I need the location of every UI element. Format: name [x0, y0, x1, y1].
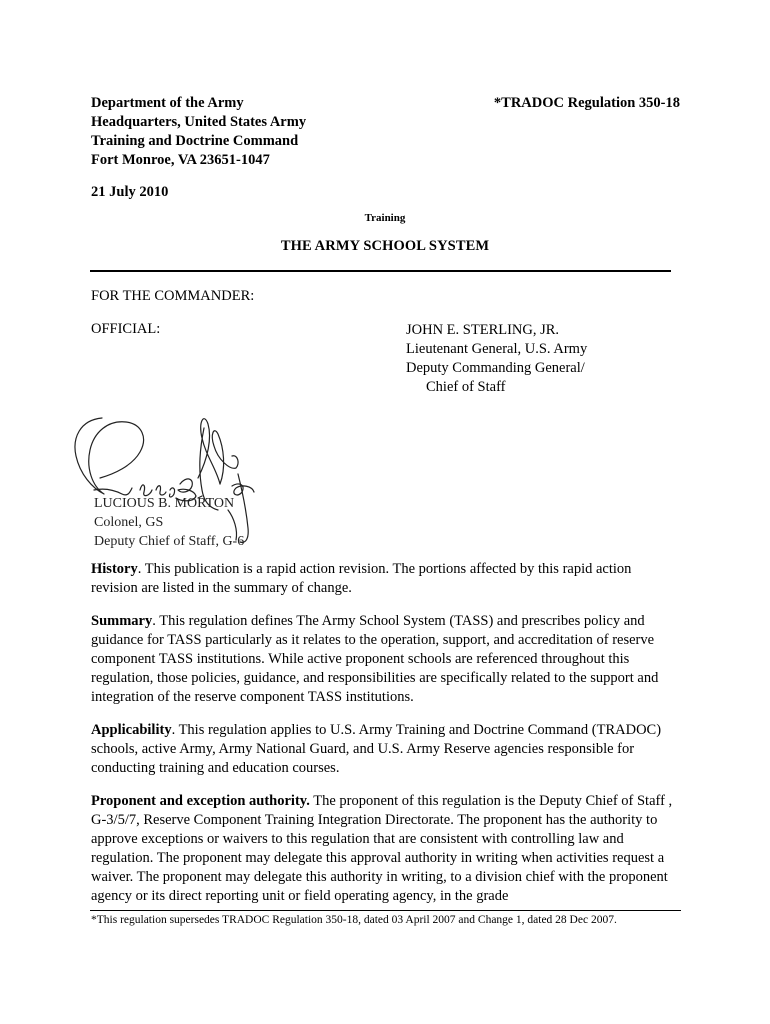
- official-title: Deputy Chief of Staff, G-6: [94, 534, 245, 549]
- title-divider: [90, 270, 671, 272]
- for-commander-label: FOR THE COMMANDER:: [91, 288, 255, 304]
- publication-date: 21 July 2010: [91, 184, 169, 200]
- org-line: Fort Monroe, VA 23651-1047: [91, 152, 270, 168]
- official-label: OFFICIAL:: [91, 321, 161, 337]
- applicability-text: . This regulation applies to U.S. Army Training and Doctrine Command (TRADOC) schools, active Army, Army National Guard, and U.S. Army Reserve agencies responsible for conducting training and education courses.: [91, 722, 662, 776]
- applicability-paragraph: [91, 721, 681, 778]
- subject-heading: Training: [364, 212, 406, 224]
- history-heading: History: [91, 561, 138, 577]
- org-line: Department of the Army: [91, 95, 244, 111]
- signer-title-continued: Chief of Staff: [426, 379, 506, 395]
- applicability-heading: Applicability: [91, 722, 172, 738]
- summary-paragraph: [91, 612, 681, 707]
- issuing-organization: [91, 94, 306, 170]
- document-title: THE ARMY SCHOOL SYSTEM: [280, 238, 490, 254]
- proponent-heading: Proponent and exception authority.: [91, 793, 310, 809]
- official-signature-block: [94, 494, 244, 551]
- summary-heading: Summary: [91, 613, 153, 629]
- summary-text: . This regulation defines The Army School System (TASS) and prescribes policy and guidance for TASS particularly as it relates to the operation, support, and accreditation of reserve component TASS institutions. While active proponent schools are referenced throughout this regulation, those policies, guidance, and responsibilities are specifically related to the support and integration of the reserve component TASS institutions.: [91, 613, 659, 705]
- signer-rank: Lieutenant General, U.S. Army: [406, 341, 588, 357]
- official-rank: Colonel, GS: [94, 515, 164, 530]
- official-name: LUCIOUS B. MORTON: [94, 496, 235, 511]
- history-paragraph: [91, 560, 681, 598]
- signer-title: Deputy Commanding General/: [406, 360, 585, 376]
- org-line: Headquarters, United States Army: [91, 114, 307, 130]
- proponent-paragraph: [91, 792, 681, 906]
- footnote-divider: [90, 910, 681, 911]
- org-line: Training and Doctrine Command: [91, 133, 299, 149]
- history-text: . This publication is a rapid action revision. The portions affected by this rapid action revision are listed in the summary of change.: [91, 561, 632, 596]
- proponent-text: The proponent of this regulation is the Deputy Chief of Staff , G-3/5/7, Reserve Component Training Integration Directorate. The proponent has the authority to approve exceptions or waivers to this regulation that are consistent with controlling law and regulation. The proponent may delegate this approval authority in writing when activities request a waiver. The proponent may delegate this authority in writing, to a division chief with the proponent agency or its direct reporting unit or field operating agency, in the grade: [91, 793, 673, 904]
- supersession-footnote: *This regulation supersedes TRADOC Regulation 350-18, dated 03 April 2007 and Change 1, dated 28 Dec 2007.: [91, 914, 617, 926]
- commander-signature-block: [406, 321, 587, 397]
- signer-name: JOHN E. STERLING, JR.: [406, 322, 560, 338]
- regulation-number: *TRADOC Regulation 350-18: [493, 95, 680, 111]
